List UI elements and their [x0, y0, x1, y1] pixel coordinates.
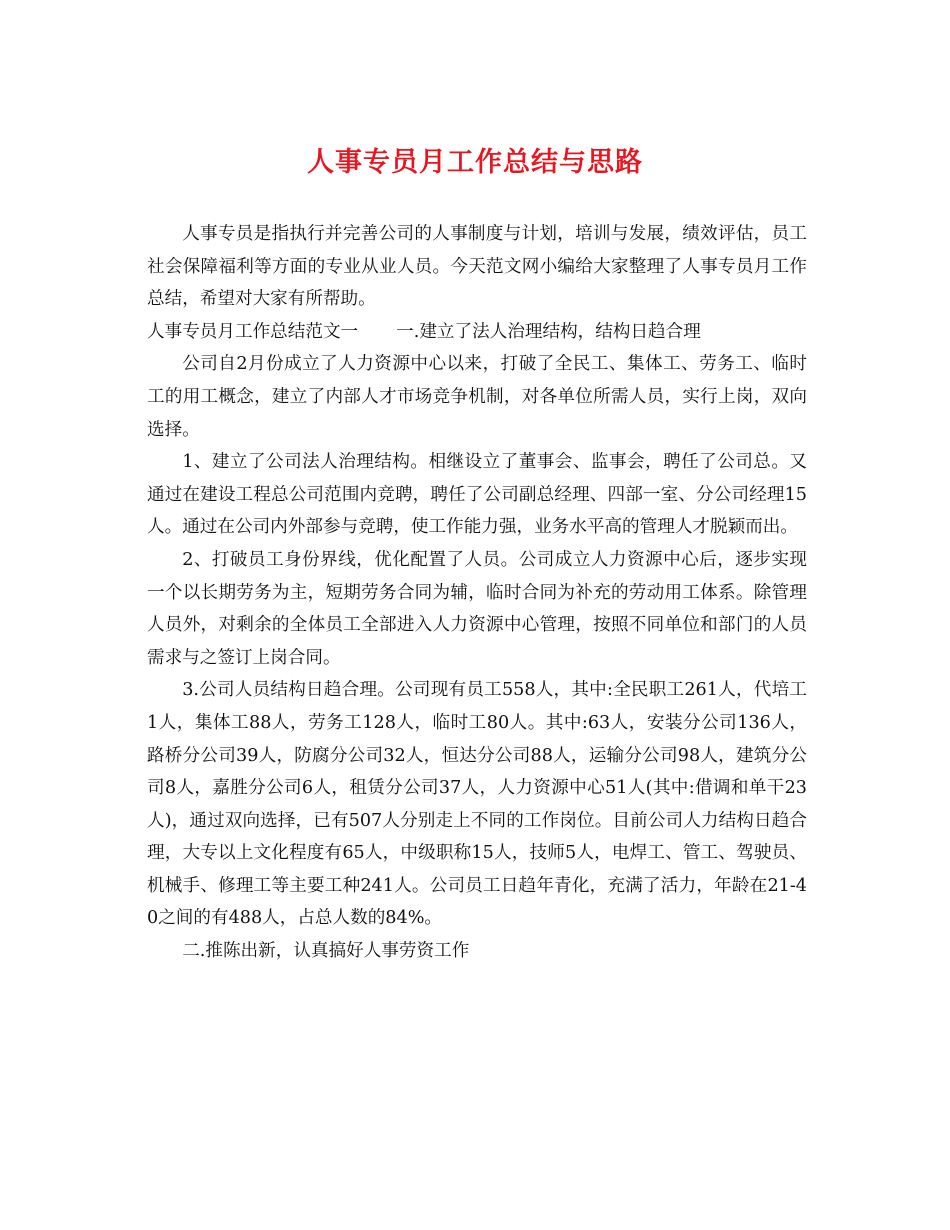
paragraph-2: 1、建立了公司法人治理结构。相继设立了董事会、监事会，聘任了公司总。又通过在建设工程总公司范围内竞聘，聘任了公司副总经理、四部一室、分公司经理15人。通过在公司内外部参与竞聘，使工作能力强，业务水平高的管理人才脱颖而出。 [147, 452, 807, 538]
paragraph-4: 3.公司人员结构日趋合理。公司现有员工558人，其中:全民职工261人，代培工1人，集体工88人，劳务工128人，临时工80人。其中:63人，安装分公司136人，路桥分公司39人，防腐分公司32人，恒达分公司88人，运输分公司98人，建筑分公司8人，嘉胜分公司6人，租赁分公司37人，人力资源中心51人(其中:借调和单干23人)，通过双向选择，已有507人分别走上不同的工作岗位。目前公司人力结构日趋合理，大专以上文化程度有65人，中级职称15人，技师5人，电焊工、管工、驾驶员、机械手、修理工等主要工种241人。公司员工日趋年青化，充满了活力，年龄在21-40之间的有488人，占总人数的84%。 [147, 680, 807, 929]
intro-paragraph: 人事专员是指执行并完善公司的人事制度与计划，培训与发展，绩效评估，员工社会保障福利等方面的专业从业人员。今天范文网小编给大家整理了人事专员月工作总结，希望对大家有所帮助。 [147, 224, 807, 310]
section1-heading: 一.建立了法人治理结构，结构日趋合理 [396, 321, 701, 342]
paragraph-3: 2、打破员工身份界线，优化配置了人员。公司成立人力资源中心后，逐步实现一个以长期劳务为主，短期劳务合同为辅，临时合同为补充的劳动用工体系。除管理人员外，对剩余的全体员工全部进入人力资源中心管理，按照不同单位和部门的人员需求与之签订上岗合同。 [147, 549, 807, 668]
sample-heading: 人事专员月工作总结范文一 [147, 321, 359, 342]
sample-heading-line [147, 316, 807, 349]
document-title: 人事专员月工作总结与思路 [307, 147, 643, 178]
section2-heading: 二.推陈出新，认真搞好人事劳资工作 [182, 941, 470, 962]
paragraph-1: 公司自2月份成立了人力资源中心以来，打破了全民工、集体工、劳务工、临时工的用工概念，建立了内部人才市场竞争机制，对各单位所需人员，实行上岗，双向选择。 [147, 354, 807, 440]
document-body [147, 218, 807, 968]
